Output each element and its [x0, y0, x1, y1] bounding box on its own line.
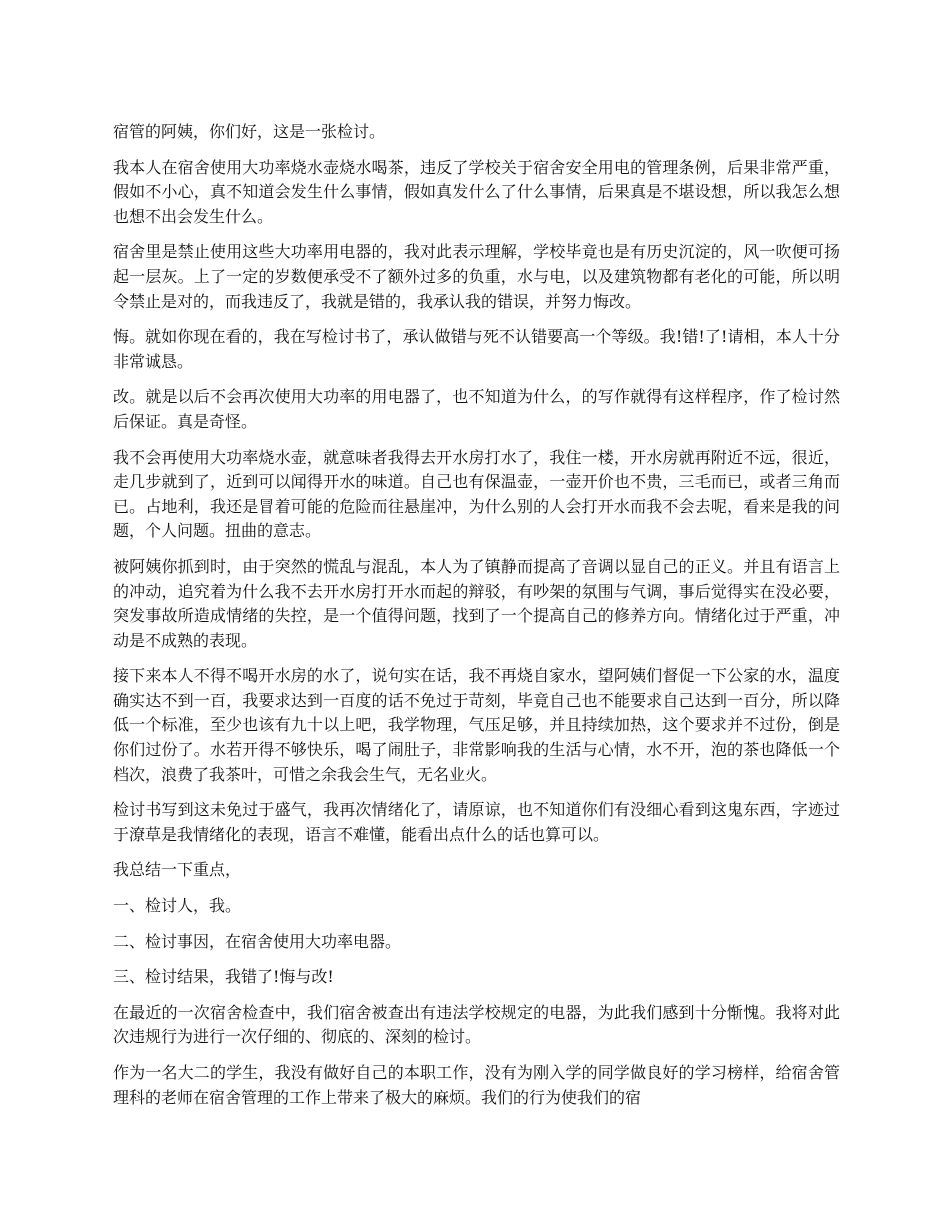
paragraph-repent: 悔。就如你现在看的，我在写检讨书了，承认做错与死不认错要高一个等级。我!错!了!请相，本人十分非常诚恳。	[113, 327, 840, 371]
paragraph-understanding: 宿舍里是禁止使用这些大功率用电器的，我对此表示理解，学校毕竟也是有历史沉淀的，风一吹便可扬起一层灰。上了一定的岁数便承受不了额外过多的负重，水与电，以及建筑物都有老化的可能，所以明令禁止是对的，而我违反了，我就是错的，我承认我的错误，并努力悔改。	[113, 242, 840, 311]
paragraph-water-room: 我不会再使用大功率烧水壶，就意味者我得去开水房打水了，我住一楼，开水房就再附近不远，很近，走几步就到了，近到可以闻得开水的味道。自己也有保温壶，一壶开价也不贵，三毛而已，或者三角而已。占地利，我还是冒着可能的危险而往悬崖冲，为什么别的人会打开水而我不会去呢，看来是我的问题，个人问题。扭曲的意志。	[113, 447, 840, 541]
paragraph-correct: 改。就是以后不会再次使用大功率的用电器了，也不知道为什么，的写作就得有这样程序，作了检讨然后保证。真是奇怪。	[113, 387, 840, 431]
paragraph-summary-point-2: 二、检讨事因，在宿舍使用大功率电器。	[113, 931, 402, 951]
paragraph-incident: 我本人在宿舍使用大功率烧水壶烧水喝茶，违反了学校关于宿舍安全用电的管理条例，后果非常严重，假如不小心，真不知道会发生什么事情，假如真发什么了什么事情，后果真是不堪设想，所以我怎么想也想不出会发生什么。	[113, 157, 840, 226]
paragraph-greeting: 宿管的阿姨，你们好，这是一张检讨。	[113, 122, 386, 141]
paragraph-summary-intro: 我总结一下重点，	[113, 860, 242, 880]
paragraph-sophomore: 作为一名大二的学生，我没有做好自己的本职工作，没有为刚入学的同学做良好的学习榜样，给宿舍管理科的老师在宿舍管理的工作上带来了极大的麻烦。我们的行为使我们的宿	[113, 1063, 840, 1107]
document-body	[113, 120, 840, 1121]
paragraph-summary-point-1: 一、检讨人，我。	[113, 896, 242, 916]
paragraph-caught: 被阿姨你抓到时，由于突然的慌乱与混乱，本人为了镇静而提高了音调以显自己的正义。并且有语言上的冲动，追究着为什么我不去开水房打开水而起的辩驳，有吵架的氛围与气调，事后觉得实在没必要，突发事故所造成情绪的失控，是一个值得问题，找到了一个提高自己的修养方向。情绪化过于严重，冲动是不成熟的表现。	[113, 556, 840, 650]
paragraph-apology: 检讨书写到这未免过于盛气，我再次情绪化了，请原谅，也不知道你们有没细心看到这鬼东西，字迹过于潦草是我情绪化的表现，语言不难懂，能看出点什么的话也算可以。	[113, 800, 840, 844]
paragraph-summary-point-3: 三、检讨结果，我错了!悔与改!	[113, 967, 334, 987]
paragraph-inspection: 在最近的一次宿舍检查中，我们宿舍被查出有违法学校规定的电器，为此我们感到十分惭愧。我将对此次违规行为进行一次仔细的、彻底的、深刻的检讨。	[113, 1002, 840, 1047]
paragraph-water-temperature: 接下来本人不得不喝开水房的水了，说句实在话，我不再烧自家水，望阿姨们督促一下公家的水，温度确实达不到一百，我要求达到一百度的话不免过于苛刻，毕竟自己也不能要求自己达到一百分，所以降低一个标准，至少也该有九十以上吧，我学物理，气压足够，并且持续加热，这个要求并不过份，倒是你们过份了。水若开得不够快乐，喝了闹肚子，非常影响我的生活与心情，水不开，泡的茶也降低一个档次，浪费了我茶叶，可惜之余我会生气，无名业火。	[113, 666, 840, 784]
